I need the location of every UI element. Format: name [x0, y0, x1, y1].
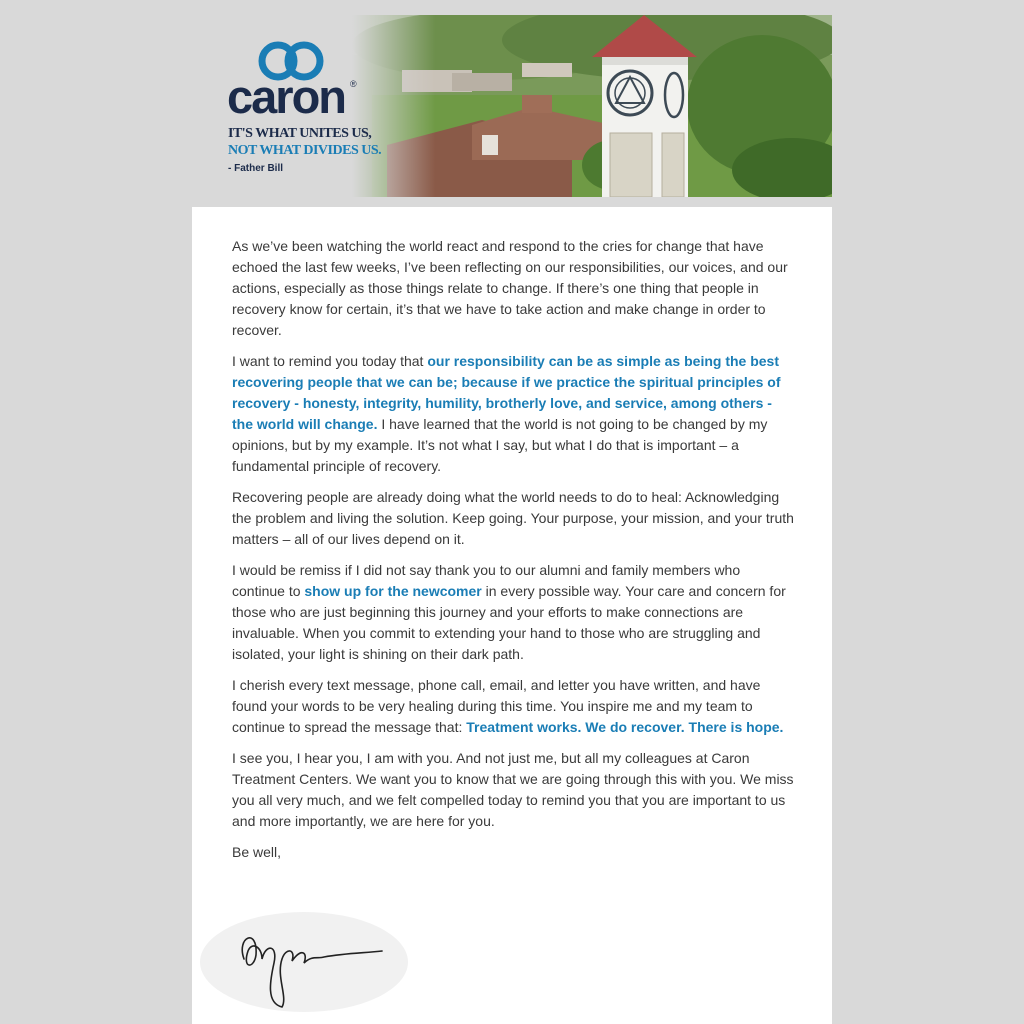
paragraph-3: Recovering people are already doing what the world needs to do to heal: Acknowledging the problem and living the solution. Keep going. Your purpose, your mission, and your truth matters – all of our lives depend on it.: [232, 489, 794, 547]
tagline-attribution: - Father Bill: [228, 163, 284, 174]
paragraph-4: [232, 560, 794, 665]
tagline-line-1: IT'S WHAT UNITES US,: [228, 126, 372, 141]
paragraph-1: As we’ve been watching the world react and respond to the cries for change that have echoed the last few weeks, I’ve been reflecting on our responsibilities, our voices, and our actions, especially as those things relate to change. If there’s one thing that people in recovery know for certain, it’s that we have to take action and make change in order to recover.: [232, 238, 788, 338]
paragraph-2-intro: I want to remind you today that: [232, 353, 428, 369]
paragraph-4-rest: in every possible way. Your care and concern for those who are just beginning this journey and your efforts to make connections are invaluable. When you commit to extending your hand to those who are struggling and isolated, your light is shining on their dark path.: [232, 583, 786, 662]
registered-mark: ®: [350, 79, 357, 89]
paragraph-5-intro: I cherish every text message, phone call, email, and letter you have written, and have found your words to be very healing during this time. You inspire me and my team to continue to spread the message that:: [232, 677, 761, 735]
closing-line: Be well,: [232, 844, 282, 860]
treatment-works-highlight: Treatment works. We do recover. There is hope.: [466, 719, 784, 735]
show-up-for-newcomer-link[interactable]: show up for the newcomer: [304, 583, 482, 599]
paragraph-4-intro: I would be remiss if I did not say thank you to our alumni and family members who continue to: [232, 562, 741, 599]
handwritten-signature: [196, 907, 412, 1017]
responsibility-highlight: our responsibility can be as simple as being the best recovering people that we can be; because if we practice the spiritual principles of recovery - honesty, integrity, humility, brotherly love, and service, among others - the world will change.: [232, 353, 781, 432]
header-banner: [192, 15, 832, 197]
paragraph-6: I see you, I hear you, I am with you. And not just me, but all my colleagues at Caron Treatment Centers. We want you to know that we are going through this with you. We miss you all very much, and we felt compelled today to remind you that you are important to us and more importantly, we are here for you.: [232, 750, 794, 829]
letter-body: [232, 236, 794, 873]
tagline-line-2: NOT WHAT DIVIDES US.: [228, 143, 382, 158]
paragraph-2-rest: I have learned that the world is not going to be changed by my opinions, but by my example. It’s not what I say, but what I do that is important – a fundamental principle of recovery.: [232, 416, 768, 474]
letter-card: [192, 207, 832, 1024]
paragraph-2: [232, 351, 794, 477]
logo-wordmark: caron: [227, 70, 345, 123]
paragraph-5: [232, 675, 794, 738]
caron-logo[interactable]: [227, 37, 387, 177]
